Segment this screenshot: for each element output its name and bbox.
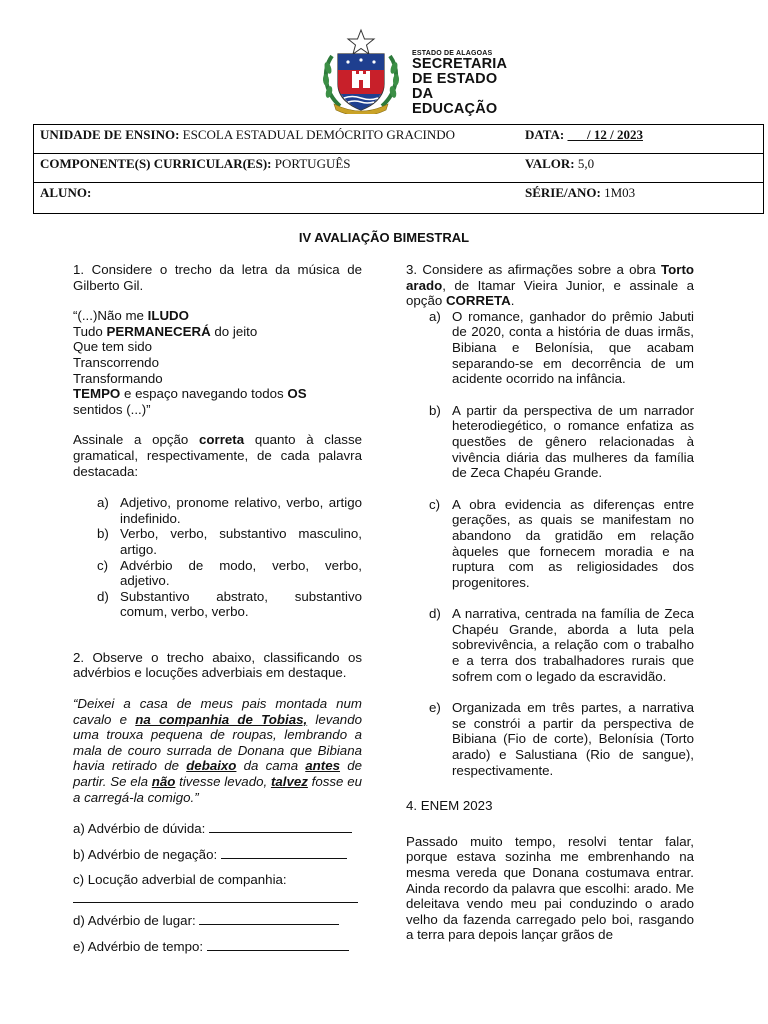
answer-blank-d[interactable] <box>199 913 339 925</box>
question-1-option-d[interactable]: d) Substantivo abstrato, substantivo comum, verbo, verbo. <box>97 588 362 620</box>
question-3-options <box>406 309 694 778</box>
grade-label: SÉRIE/ANO: <box>525 185 601 200</box>
question-2-field-e: e) Advérbio de tempo: <box>73 939 362 955</box>
question-3-intro: 3. Considere as afirmações sobre a obra Torto arado, de Itamar Vieira Junior, e assinale a opção CORRETA. <box>406 262 694 309</box>
question-2-field-d: d) Advérbio de lugar: <box>73 913 362 929</box>
value-label: VALOR: <box>525 156 575 171</box>
question-2-field-a: a) Advérbio de dúvida: <box>73 821 362 837</box>
exam-info-table <box>33 124 764 214</box>
question-3-option-d[interactable]: d) A narrativa, centrada na família de Zeca Chapéu Grande, aborda a luta pela sobrevivência, a relação com o trabalho e a terra dos trabalhadores rurais que sofrem com o legado da escravidão. <box>429 606 694 684</box>
letterhead <box>318 28 518 116</box>
letterhead-text <box>412 50 518 117</box>
question-2-field-b: b) Advérbio de negação: <box>73 847 362 863</box>
answer-blank-b[interactable] <box>221 847 347 859</box>
info-row-school <box>34 125 763 154</box>
question-3-option-b[interactable]: b) A partir da perspectiva de um narrador heterodiegético, o romance enfatiza as questões de gênero relacionadas à vivência diária das mulheres da família de Zeca Chapéu Grande. <box>429 402 694 481</box>
question-1-intro: 1. Considere o trecho da letra da música de Gilberto Gil. <box>73 262 362 293</box>
left-column <box>73 262 362 954</box>
secretariat-line-1: SECRETARIA <box>412 56 508 72</box>
question-1-lyrics: “(...)Não me ILUDO Tudo PERMANECERÁ do jeito Que tem sido Transcorrendo Transformando TEMPO e espaço navegando todos OS sentidos (...)” <box>73 308 307 417</box>
question-1-option-c[interactable]: c) Advérbio de modo, verbo, verbo, adjetivo. <box>97 557 362 589</box>
date-value[interactable]: / 12 / 2023 <box>567 127 643 142</box>
question-1-prompt: Assinale a opção correta quanto à classe gramatical, respectivamente, de cada palavra destacada: <box>73 432 362 479</box>
subject-label: COMPONENTE(S) CURRICULAR(ES): <box>40 156 272 171</box>
exam-title: IV AVALIAÇÃO BIMESTRAL <box>298 230 470 245</box>
question-3-option-c[interactable]: c) A obra evidencia as diferenças entre gerações, as quais se manifestam no abandono da gratidão em relação àqueles que fornecem moradia e na ruptura com as religiosidades dos progenitores. <box>429 496 694 590</box>
grade-value: 1M03 <box>600 185 636 200</box>
answer-blank-a[interactable] <box>209 821 352 833</box>
question-2-field-c: c) Locução adverbial de companhia: <box>73 872 362 903</box>
answer-blank-e[interactable] <box>207 939 349 951</box>
question-4-title: 4. ENEM 2023 <box>406 798 493 814</box>
question-2-intro: 2. Observe o trecho abaixo, classificando os advérbios e locuções adverbiais em destaque. <box>73 649 362 681</box>
school-label: UNIDADE DE ENSINO: <box>40 127 180 142</box>
question-1-option-a[interactable]: a) Adjetivo, pronome relativo, verbo, artigo indefinido. <box>97 495 362 526</box>
question-1-options <box>73 495 362 620</box>
question-2-excerpt: “Deixei a casa de meus pais montada num cavalo e na companhia de Tobias, levando uma trouxa pequena de roupas, lembrando a mala de couro surrada de Donana que Bibiana havia retirado de debaixo da cama antes de partir. Se ela não tivesse levado, talvez fosse eu a carregá-la comigo.” <box>73 696 362 805</box>
info-row-student <box>34 183 763 212</box>
question-4-text: Passado muito tempo, resolvi tentar falar, porque estava sozinha me embrenhando na mesma vereda que Donana costumava entrar. Ainda recordo da palavra que escolhi: arado. Me deleitava vendo meu pai conduzindo o arado velho da fazenda carregado pelo boi, rasgando a terra para depois lançar grãos de <box>406 833 694 943</box>
state-name: ESTADO DE ALAGOAS <box>412 50 493 57</box>
state-coat-of-arms-icon <box>318 28 404 114</box>
date-label: DATA: <box>525 127 565 142</box>
question-3-option-a[interactable]: a) O romance, ganhador do prêmio Jabuti de 2020, conta a história de duas irmãs, Bibiana e Belonísia, que acabam separando-se em decorrência de um acidente ocorrido na infância. <box>429 308 694 387</box>
school-value: ESCOLA ESTADUAL DEMÓCRITO GRACINDO <box>179 127 455 142</box>
value-value: 5,0 <box>574 156 595 171</box>
answer-blank-c[interactable] <box>73 888 358 903</box>
secretariat-line-3: DA EDUCAÇÃO <box>412 86 498 117</box>
subject-value: PORTUGUÊS <box>271 156 351 171</box>
secretariat-line-2: DE ESTADO <box>412 71 498 87</box>
info-row-subject <box>34 154 763 183</box>
question-3-option-e[interactable]: e) Organizada em três partes, a narrativa se constrói a partir da perspectiva de Bibiana (Fio de corte), Belonísia (Torto arado) e Salustiana (Rio de sangue), respectivamente. <box>429 700 694 778</box>
question-1-option-b[interactable]: b) Verbo, verbo, substantivo masculino, artigo. <box>97 526 362 557</box>
right-column <box>406 262 694 943</box>
student-label: ALUNO: <box>40 185 92 200</box>
